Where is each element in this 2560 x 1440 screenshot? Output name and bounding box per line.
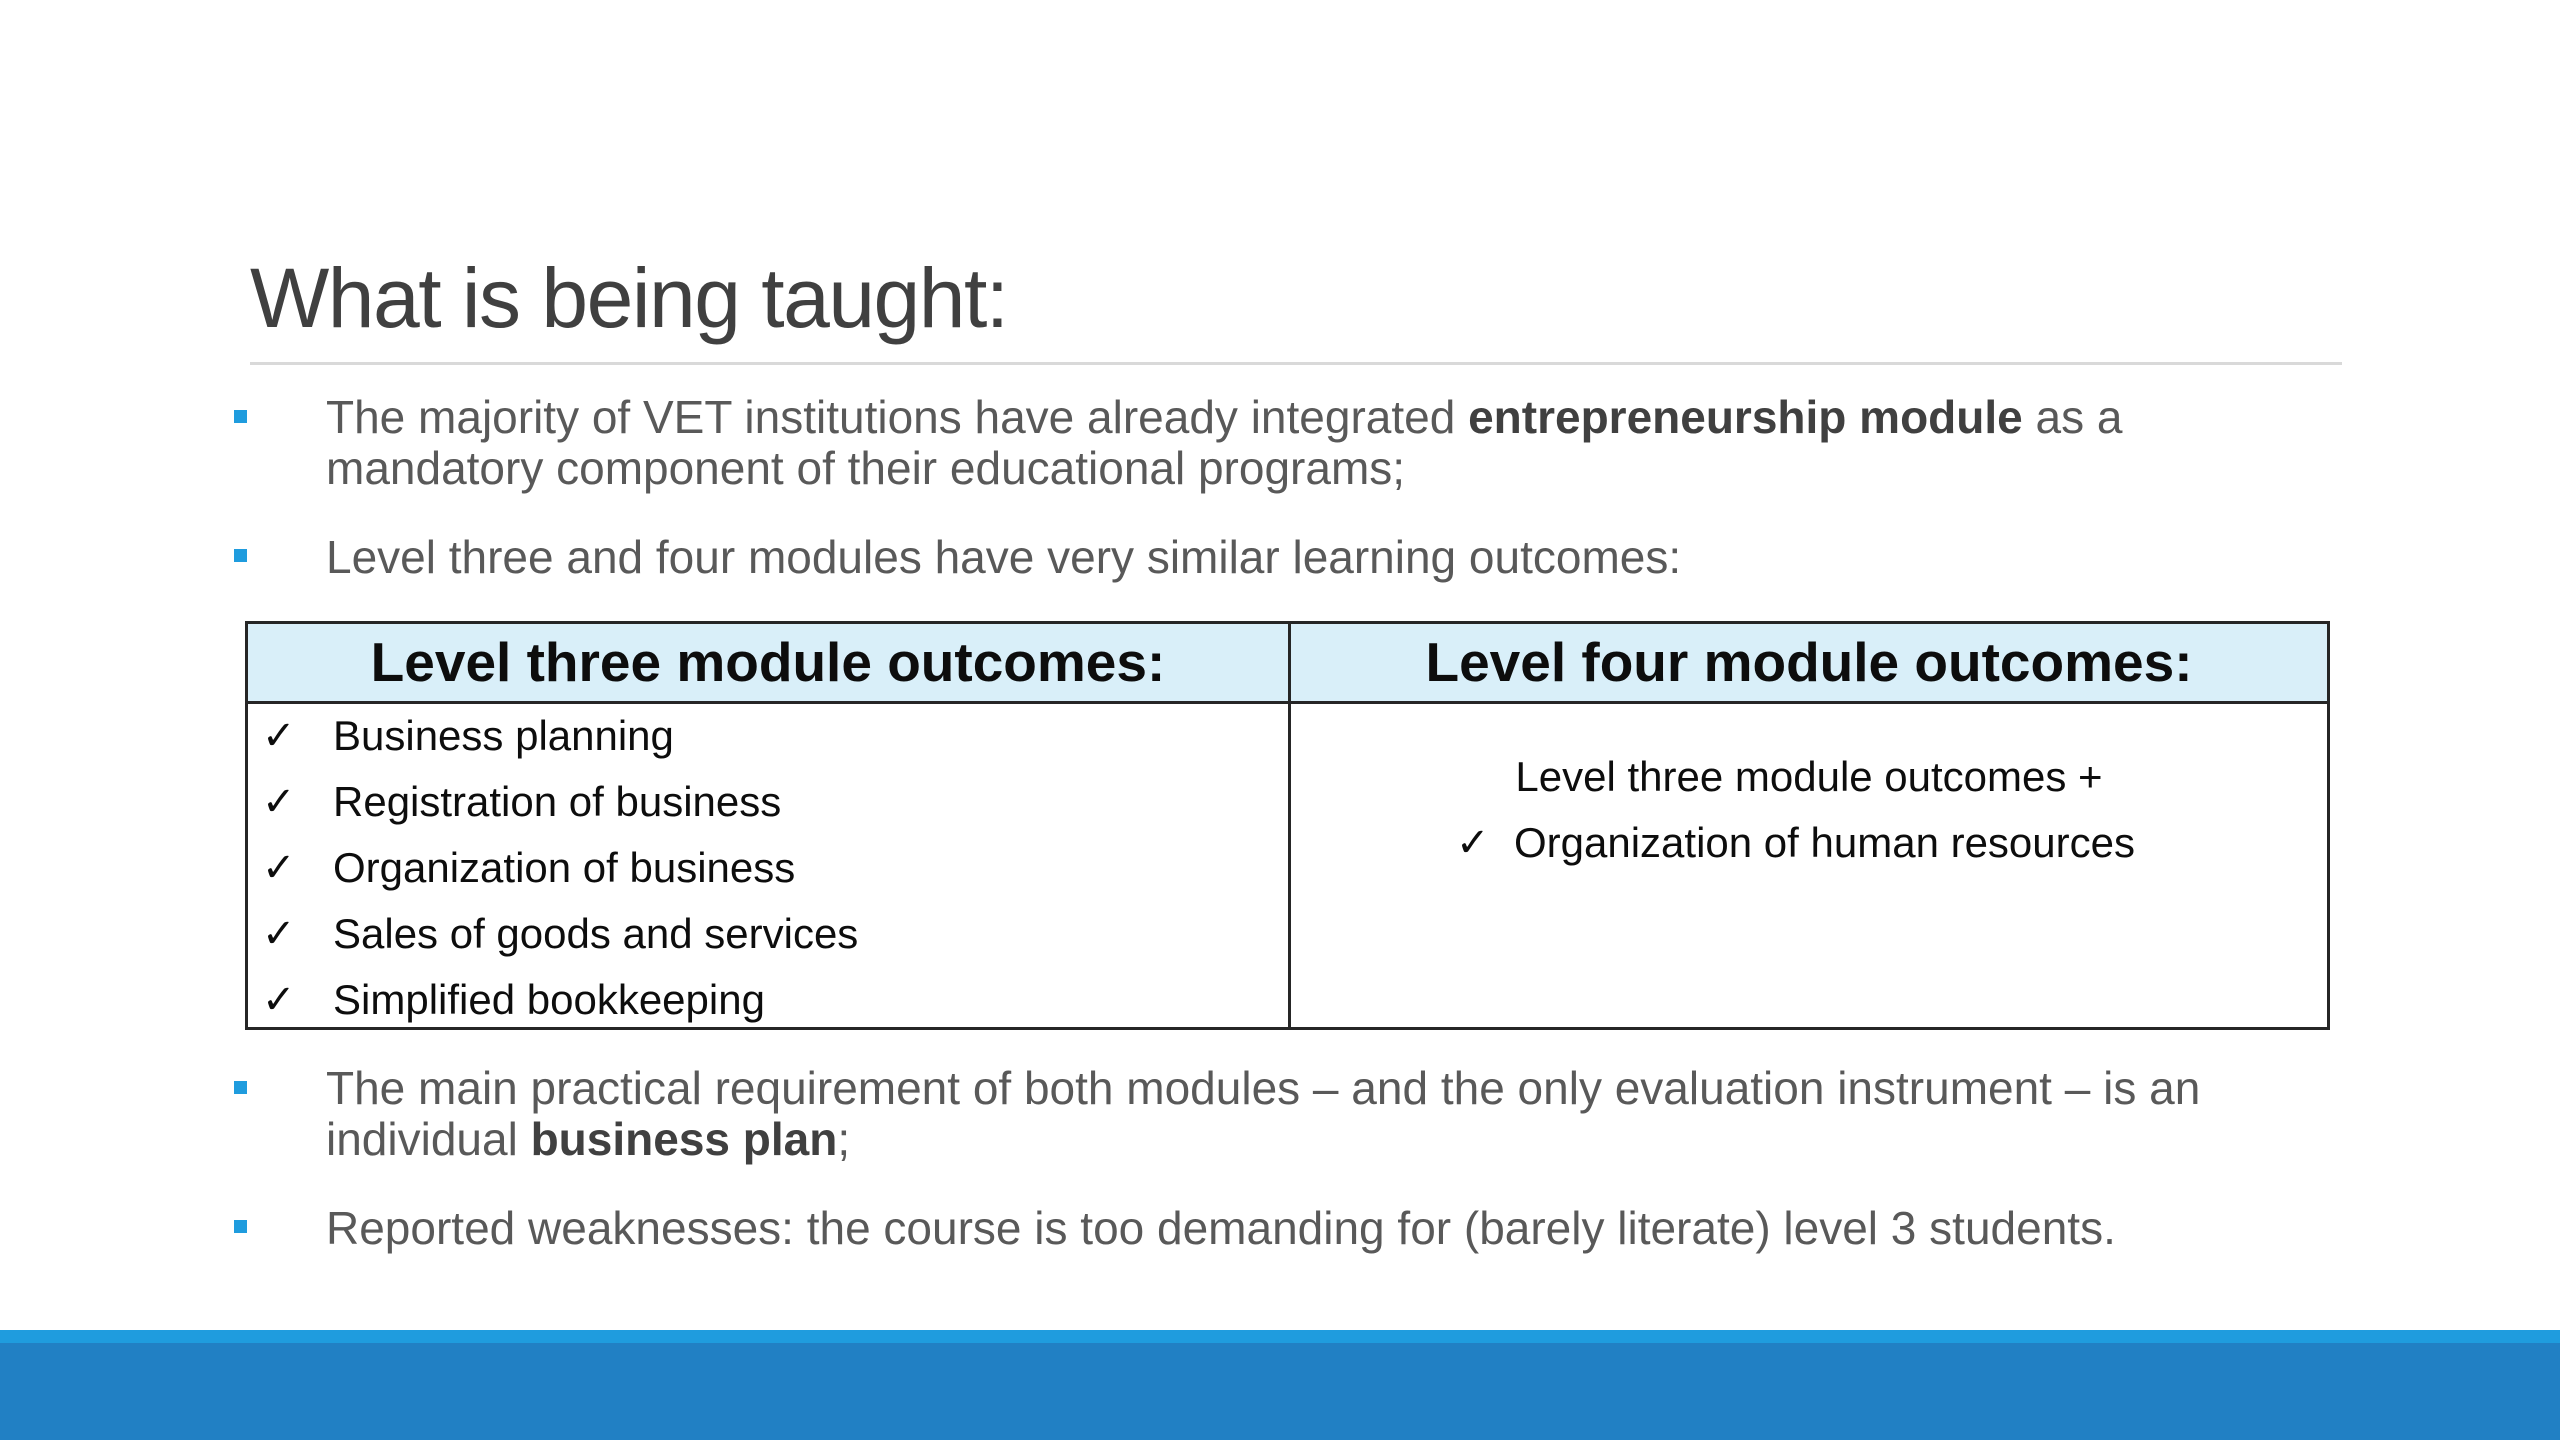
outcomes-table: Level three module outcomes: Level four module outcomes: ✓ Business planning ✓ Registration of business ✓ Organization of business ✓ Sales of goods and services ✓ Simplified bookkeeping Level three module outcomes + ✓ Organization of human resources <box>245 621 2330 1030</box>
checkmark-icon: ✓ <box>262 779 296 825</box>
column-divider <box>1288 624 1291 1027</box>
level-four-intro: Level three module outcomes + <box>1515 753 2103 800</box>
checkmark-icon: ✓ <box>262 977 296 1023</box>
bullet-integration-line1: The majority of VET institutions have already integrated entrepreneurship module as a <box>326 391 2123 443</box>
bullet-weaknesses: Reported weaknesses: the course is too demanding for (barely literate) level 3 students. <box>326 1202 2116 1254</box>
slide-title: What is being taught: <box>250 251 1008 345</box>
checkmark-icon: ✓ <box>1456 820 1490 866</box>
footer-band <box>0 1343 2560 1440</box>
bullet-square-icon <box>234 1081 247 1094</box>
header-level-four: Level four module outcomes: <box>1425 631 2193 693</box>
title-divider <box>250 362 2342 365</box>
bullet-similar-outcomes: Level three and four modules have very similar learning outcomes: <box>326 531 1682 583</box>
checkmark-icon: ✓ <box>262 845 296 891</box>
footer-accent-stripe <box>0 1330 2560 1343</box>
header-level-three: Level three module outcomes: <box>370 631 1166 693</box>
checkmark-icon: ✓ <box>262 911 296 957</box>
bullet-square-icon <box>234 549 247 562</box>
bullet-square-icon <box>234 410 247 423</box>
bold-phrase: entrepreneurship module <box>1468 391 2023 443</box>
bullet-integration <box>326 392 2356 494</box>
bullet-square-icon <box>234 1220 247 1233</box>
bullet-business-plan-line2: individual business plan; <box>326 1113 851 1165</box>
bold-phrase: business plan <box>530 1113 838 1165</box>
checkmark-icon: ✓ <box>262 713 296 759</box>
bullet-business-plan: The main practical requirement of both modules – and the only evaluation instrument – is an individual business plan; <box>326 1063 2356 1165</box>
bullet-integration-line2: mandatory component of their educational programs; <box>326 442 1406 494</box>
